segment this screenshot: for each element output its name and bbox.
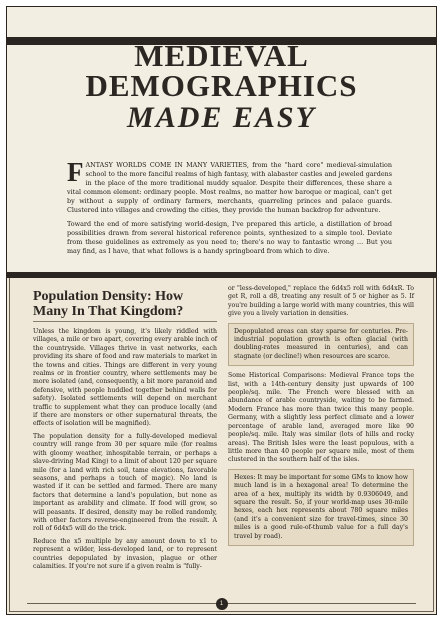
left-column <box>33 285 217 575</box>
drop-cap: F <box>67 157 84 187</box>
intro-paragraph-1-text: ANTASY WORLDS COME IN MANY VARIETIES, from the "hard core" medieval-simulation school to the more fanciful realms of high fantasy, with alabaster castles and jeweled gardens in the place of the more traditional muddy squalor. Despite their differences, these share a vital common element: ordinary people. Most realms, no matter how baroque or magical, can't get by without a supply of ordinary farmers, merchants, quarreling princes and palace guards. Clustered into villages and crowding the cities, they provide the human backdrop for adventure. <box>67 161 392 214</box>
intro-paragraph-1 <box>67 157 392 215</box>
title-line-3: MADE EASY <box>127 101 316 134</box>
left-paragraph-1: Unless the kingdom is young, it's likely riddled with villages, a mile or two apart, covering every arable inch of the countryside. Villages thrive in vast networks, each providing its share of food and raw materials to market in the towns and cities. Things are different in very young realms or in frontier country, where settlements may be more isolated (and, consequently, a bit more paranoid and defensive, with people huddled together behind walls for safety). Isolated settlements will depend on merchant traffic to supplement what they can produce locally (and if there are monsters or other supernatural threats, the effects of isolation will be magnified). <box>33 328 217 428</box>
right-paragraph-1: or "less-developed," replace the 6d4x5 roll with 6d4xR. To get R, roll a d8, treating any result of 5 or higher as 5. If you're building a large world with many countries, this will give you a lively variation in densities. <box>228 285 414 318</box>
section-heading-population-density: Population Density: How Many In That Kingdom? <box>33 289 217 322</box>
page-title <box>7 38 436 135</box>
page-number: 1 <box>216 598 228 610</box>
intro-paragraph-2: Toward the end of more satisfying world-design, I've prepared this article, a distillation of broad possibilities drawn from several historical reference points, synthesized to a simple tool. Deviate from these guidelines as extremely as you need to; there's no way to fantastic wrong … But you may find, as I have, that what follows is a handy springboard from which to dive. <box>67 220 392 255</box>
title-line-1: MEDIEVAL <box>134 38 309 73</box>
intro-section <box>67 157 392 261</box>
sidebar-note-hexes <box>228 469 414 546</box>
title-line-2: DEMOGRAPHICS <box>85 68 358 103</box>
sidebar-note-depopulated <box>228 323 414 367</box>
note-hexes-text: Hexes: It may be important for some GMs to know how much land is in a hexagonal area! To determine the area of a hex, multiply its width by 0.9306049, and square the result. So, if your world-map uses 30-mile hexes, each hex represents about 780 square miles (and it's a convenient size for travel-times, since 30 miles is a good rule-of-thumb value for a full day's travel by road). <box>234 473 408 540</box>
right-column <box>228 285 414 552</box>
right-paragraph-historical-comparisons: Some Historical Comparisons: Medieval France tops the list, with a 14th-century density just upwards of 100 people/sq. mile. The French were blessed with an abundance of arable countryside, waiting to be farmed. Modern France has more than twice this many people. Germany, with a slightly less perfect climate and a lower percentage of arable land, averaged more like 90 people/sq. mile. Italy was similar (lots of hills and rocky areas). The British Isles were the least populous, with a little more than 40 people per square mile, most of them clustered in the southern half of the isles. <box>228 372 414 464</box>
left-paragraph-2: The population density for a fully-developed medieval country will range from 30 per square mile (for realms with gloomy weather, inhospitable terrain, or perhaps a slave-driving Mad King) to a limit of about 120 per square mile (for a land with rich soil, tame elevations, favorable seasons, and perhaps a touch of magic). No land is wasted if it can be settled and farmed. There are many factors that determine a land's population, but none as important as arability and climate. If food will grow, so will peasants. If desired, density may be rolled randomly, with other factors reverse-engineered from the result. A roll of 6d4x5 will do the trick. <box>33 432 217 533</box>
document-page <box>6 6 437 615</box>
section-divider-band <box>7 272 436 278</box>
note-depopulated-text: Depopulated areas can stay sparse for centuries. Pre-industrial population growth is often glacial (with doubling-rates measured in centuries), and can stagnate (or decline!) when resources are scarce. <box>234 327 408 360</box>
left-paragraph-3: Reduce the x5 multiple by any amount down to x1 to represent a wilder, less-developed land, or to represent countries depopulated by invasion, plague or other calamities. If you're not sure if a given realm is "fully- <box>33 537 217 570</box>
